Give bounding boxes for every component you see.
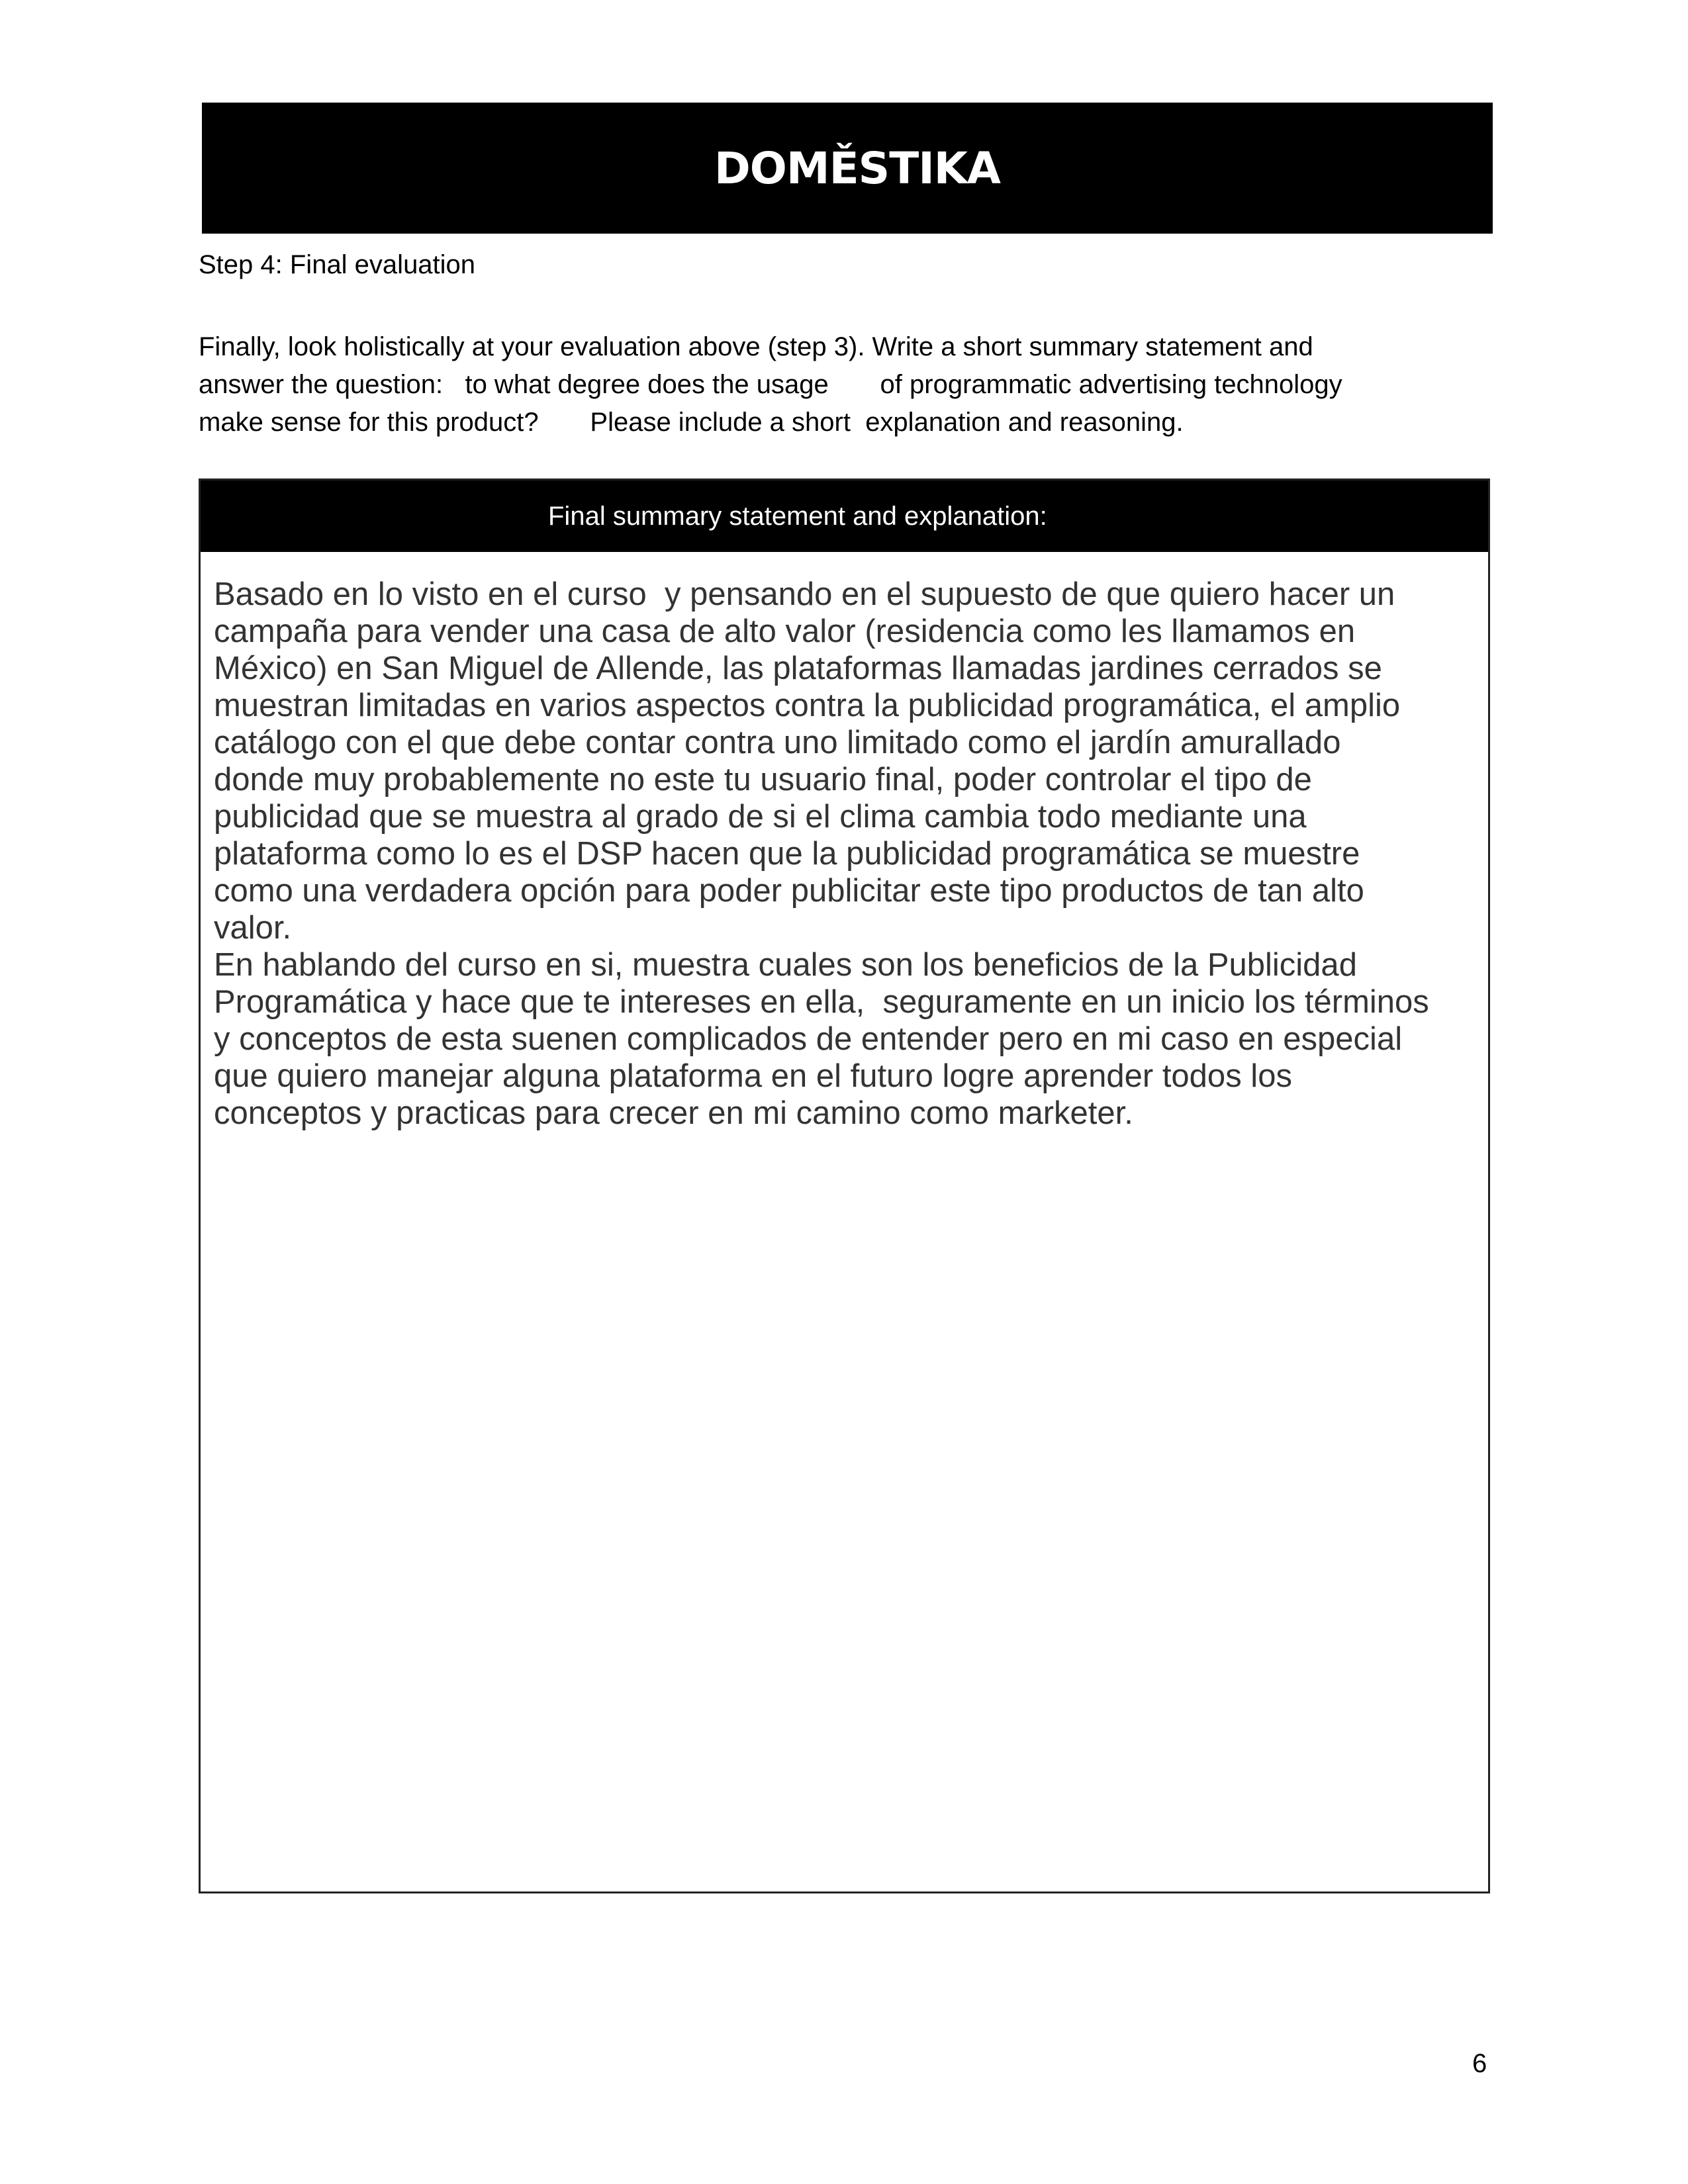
summary-line: publicidad que se muestra al grado de si el clima cambia todo mediante una xyxy=(214,799,1307,835)
domestika-logo: DOMĚSTIKA xyxy=(714,142,1000,194)
header-banner xyxy=(202,103,1493,234)
summary-line: como una verdadera opción para poder publicitar este tipo productos de tan alto xyxy=(214,873,1364,909)
summary-line: valor. xyxy=(214,910,292,946)
summary-header: Final summary statement and explanation: xyxy=(201,480,1488,552)
summary-line: campaña para vender una casa de alto valor (residencia como les llamamos en xyxy=(214,614,1356,649)
instructions-line: answer the question: to what degree does the usage of programmatic advertising technology xyxy=(199,370,1342,399)
summary-line: México) en San Miguel de Allende, las plataformas llamadas jardines cerrados se xyxy=(214,651,1382,686)
step-title: Step 4: Final evaluation xyxy=(199,250,476,279)
instructions-line: Finally, look holistically at your evaluation above (step 3). Write a short summary statement and xyxy=(199,332,1313,361)
summary-line: muestran limitadas en varios aspectos contra la publicidad programática, el amplio xyxy=(214,688,1401,723)
summary-line: En hablando del curso en si, muestra cuales son los beneficios de la Publicidad xyxy=(214,947,1357,983)
summary-line: plataforma como lo es el DSP hacen que la publicidad programática se muestre xyxy=(214,836,1360,872)
summary-box xyxy=(199,478,1490,1893)
summary-line: que quiero manejar alguna plataforma en el futuro logre aprender todos los xyxy=(214,1058,1292,1094)
summary-line: donde muy probablemente no este tu usuario final, poder controlar el tipo de xyxy=(214,762,1312,797)
instructions-paragraph xyxy=(199,328,1342,441)
page-number: 6 xyxy=(1472,2049,1487,2078)
summary-line: catálogo con el que debe contar contra uno limitado como el jardín amurallado xyxy=(214,725,1341,760)
summary-text xyxy=(201,552,1488,1132)
summary-line: Programática y hace que te intereses en ella, seguramente en un inicio los términos xyxy=(214,984,1429,1020)
instructions-line: make sense for this product? Please include a short explanation and reasoning. xyxy=(199,408,1184,437)
summary-line: conceptos y practicas para crecer en mi camino como marketer. xyxy=(214,1095,1133,1131)
summary-line: Basado en lo visto en el curso y pensando en el supuesto de que quiero hacer un xyxy=(214,576,1395,612)
summary-line: y conceptos de esta suenen complicados de entender pero en mi caso en especial xyxy=(214,1021,1403,1057)
